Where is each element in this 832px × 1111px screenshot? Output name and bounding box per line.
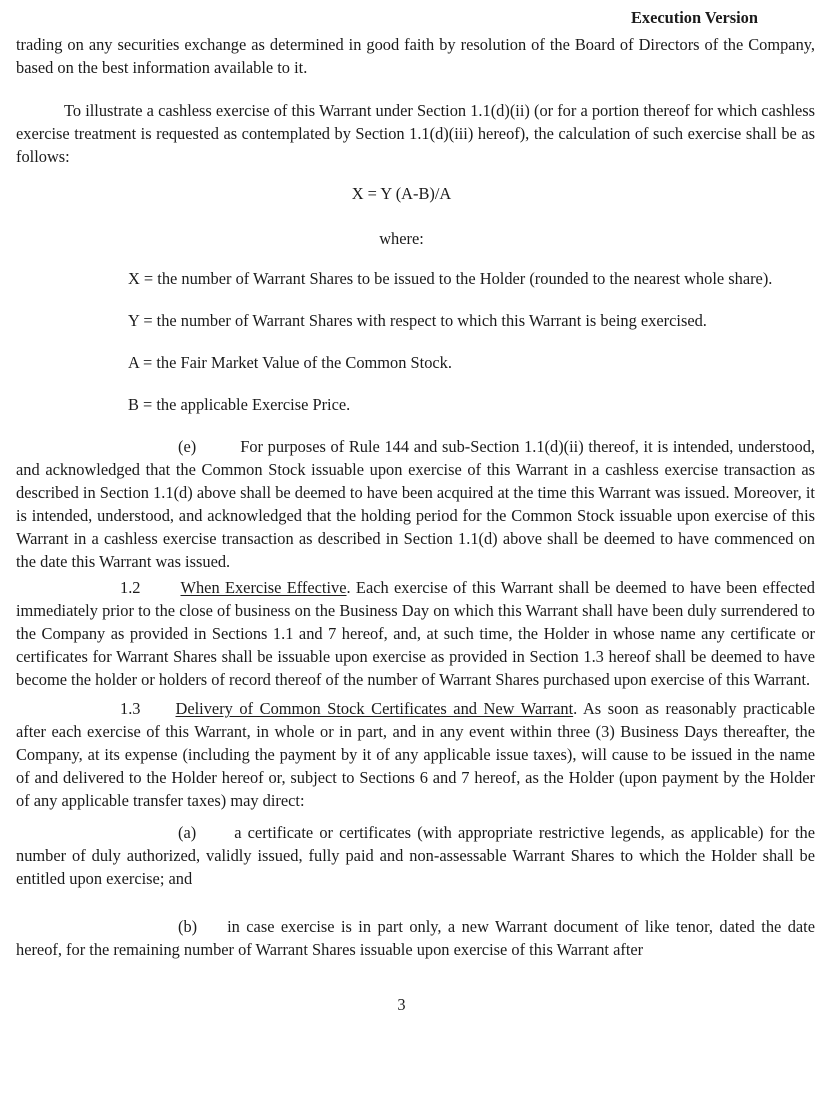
cashless-exercise-formula: X = Y (A-B)/A bbox=[351, 184, 452, 203]
clause-a bbox=[16, 821, 815, 890]
section-1-2-number: 1.2 bbox=[120, 578, 141, 597]
formula-definition-y: Y = the number of Warrant Shares with respect to which this Warrant is being exercised. bbox=[128, 311, 707, 330]
section-1-3-heading: Delivery of Common Stock Certificates and New Warrant bbox=[175, 699, 574, 718]
clause-a-text: a certificate or certificates (with appropriate restrictive legends, as applicable) for the number of duly authorized, validly issued, fully paid and non-assessable Warrant Shares to which the Holder shall be entitled upon exercise; and bbox=[16, 823, 815, 888]
section-1-2-text: . Each exercise of this Warrant shall be deemed to have been effected immediately prior to the close of business on the Business Day on which this Warrant shall have been duly surrendered to the Company as provided in Sections 1.1 and 7 hereof, and, at such time, the Holder in whose name any certificate or certificates for Warrant Shares shall be issuable upon exercise as provided in Section 1.3 hereof shall be deemed to have become the holder or holders of record thereof of the number of Warrant Shares purchased upon exercise of this Warrant. bbox=[16, 578, 815, 689]
clause-b-label: (b) bbox=[178, 917, 198, 936]
formula-definition-b: B = the applicable Exercise Price. bbox=[128, 395, 351, 414]
section-1-2-heading: When Exercise Effective bbox=[180, 578, 347, 597]
paragraph-continuation: trading on any securities exchange as determined in good faith by resolution of the Board of Directors of the Company, based on the best information available to it. bbox=[16, 35, 815, 77]
where-label: where: bbox=[379, 229, 424, 248]
formula-definition-a: A = the Fair Market Value of the Common Stock. bbox=[128, 353, 452, 372]
clause-e bbox=[16, 435, 815, 573]
section-1-3-text: . As soon as reasonably practicable after each exercise of this Warrant, in whole or in part, and in any event within three (3) Business Days thereafter, the Company, at its expense (including the payment by it of any applicable issue taxes), will cause to be issued in the name of and delivered to the Holder hereof or, subject to Sections 6 and 7 hereof, as the Holder (upon payment by the Holder of any applicable transfer taxes) may direct: bbox=[16, 699, 815, 810]
section-1-2 bbox=[16, 576, 815, 691]
clause-b bbox=[16, 915, 815, 961]
section-1-3-number: 1.3 bbox=[120, 699, 141, 718]
clause-b-text: in case exercise is in part only, a new Warrant document of like tenor, dated the date hereof, for the remaining number of Warrant Shares issuable upon exercise of this Warrant after bbox=[16, 917, 815, 959]
page-number: 3 bbox=[397, 995, 406, 1014]
formula-definition-x: X = the number of Warrant Shares to be issued to the Holder (rounded to the nearest whole share). bbox=[128, 269, 773, 288]
clause-e-label: (e) bbox=[178, 437, 197, 456]
paragraph-illustrate-cashless-exercise: To illustrate a cashless exercise of this Warrant under Section 1.1(d)(ii) (or for a portion thereof for which cashless exercise treatment is requested as contemplated by Section 1.1(d)(iii) hereof), the calculation of such exercise shall be as follows: bbox=[16, 101, 815, 166]
execution-version-header: Execution Version bbox=[630, 8, 758, 27]
clause-e-text: For purposes of Rule 144 and sub-Section 1.1(d)(ii) thereof, it is intended, understood, and acknowledged that the Common Stock issuable upon exercise of this Warrant in a cashless exercise transaction as described in Section 1.1(d) above shall be deemed to have been acquired at the time this Warrant was issued. Moreover, it is intended, understood, and acknowledged that the holding period for the Common Stock issuable upon exercise of this Warrant in a cashless exercise transaction as described in Section 1.1(d) above shall be deemed to have commenced on the date this Warrant was issued. bbox=[16, 437, 815, 571]
clause-a-label: (a) bbox=[178, 823, 197, 842]
section-1-3 bbox=[16, 697, 815, 812]
